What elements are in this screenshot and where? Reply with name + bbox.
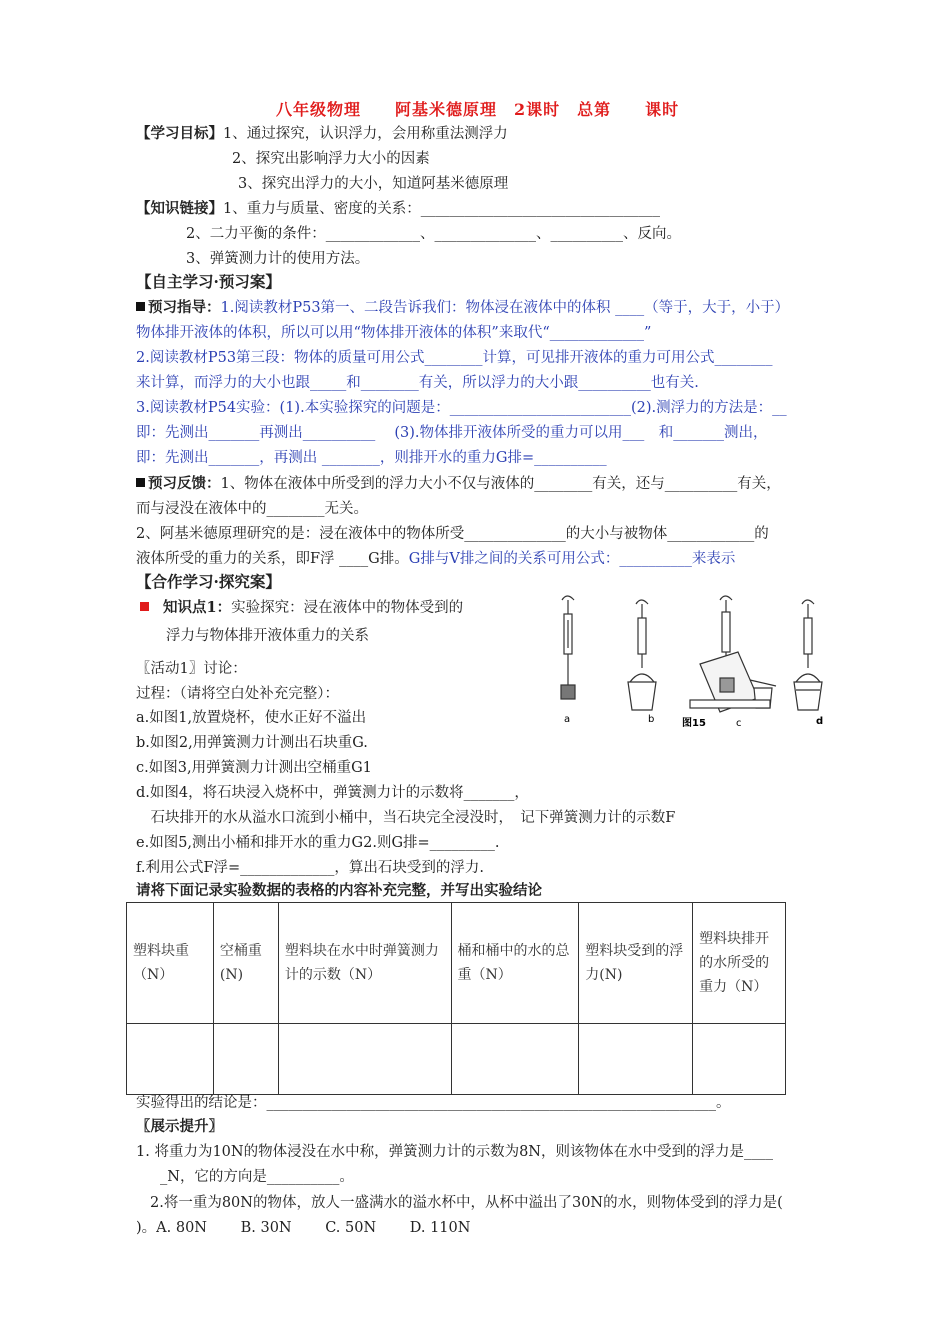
data-table [126, 902, 786, 1095]
figure-c-overflow-setup [690, 596, 776, 712]
table-row [127, 1024, 786, 1095]
knowledge-point-line-1: 知识点1：实验探究：浸在液体中的物体受到的 [140, 598, 463, 618]
table-cell-empty[interactable] [278, 1024, 451, 1095]
guide-line-3: 2.阅读教材P53第三段：物体的质量可用公式________计算，可见排开液体的重力可用公式________ [136, 350, 773, 366]
feedback-line-1: 预习反馈：1、物体在液体中所受到的浮力大小不仅与液体的________有关，还与__________有关， [136, 474, 781, 494]
objectives-line-1: 【学习目标】1、通过探究，认识浮力，会用称重法测浮力 [136, 125, 508, 142]
knowledge-line-2: 2、二力平衡的条件：_____________、______________、__________、反向。 [186, 226, 681, 242]
step-d: d.如图4，将石块浸入烧杯中，弹簧测力计的示数将_______， [136, 785, 529, 801]
self-study-heading: 【自主学习·预习案】 [136, 272, 281, 291]
table-instruction: 请将下面记录实验数据的表格的内容补充完整，并写出实验结论 [136, 882, 542, 899]
figure-b-spring-scale [628, 600, 656, 710]
guide-line-1: 预习指导：1.阅读教材P53第一、二段告诉我们：物体浸在液体中的体积 ____（等于，大于，小于） [136, 298, 789, 318]
conclusion-line: 实验得出的结论是：______________________________________________________________。 [136, 1095, 731, 1111]
guide-line-2: 物体排开液体的体积，所以可以用“物体排开液体的体积”来取代“_____________” [136, 325, 652, 341]
figure-label-a: a [564, 714, 571, 725]
objectives-label: 【学习目标】 [136, 125, 223, 142]
table-header-cell: 桶和桶中的水的总重（N） [451, 903, 579, 1024]
table-cell-empty[interactable] [579, 1024, 693, 1095]
knowledge-line-1: 【知识链接】1、重力与质量、密度的关系：_________________________________ [136, 200, 660, 217]
show-heading: 〖展示提升〗 [136, 1118, 223, 1135]
table-header-cell: 空桶重(N) [213, 903, 278, 1024]
page-title: 八年级物理 阿基米德原理 2课时 总第 课时 [276, 100, 680, 119]
figure-label-d: d [816, 716, 824, 727]
objectives-line-2: 2、探究出影响浮力大小的因素 [232, 151, 430, 167]
figure-label-c: c [736, 718, 742, 729]
knowledge-point-line-2: 浮力与物体排开液体重力的关系 [166, 628, 369, 644]
figure-a-spring-scale [561, 596, 575, 699]
guide-label: 预习指导： [148, 299, 221, 316]
knowledge-point-label: 知识点1： [163, 599, 232, 616]
guide-line-4: 来计算，而浮力的大小也跟_____和________有关，所以浮力的大小跟__________也有关. [136, 375, 699, 391]
objectives-line-3: 3、探究出浮力的大小，知道阿基米德原理 [238, 176, 509, 192]
question-1-line-1: 1. 将重力为10N的物体浸没在水中称，弹簧测力计的示数为8N，则该物体在水中受到的浮力是____ [136, 1144, 773, 1160]
process-label: 过程：（请将空白处补充完整）： [136, 686, 339, 702]
guide-line-7: 即：先测出_______，再测出 ________，则排开水的重力G排=__________ [136, 450, 607, 466]
figure-caption: 图15 [682, 718, 706, 729]
step-b: b.如图2,用弹簧测力计测出石块重G. [136, 735, 368, 751]
knowledge-line-3: 3、弹簧测力计的使用方法。 [186, 251, 370, 267]
table-header-cell: 塑料块受到的浮力(N) [579, 903, 693, 1024]
guide-line-5: 3.阅读教材P54实验：(1).本实验探究的问题是：_________________________(2).测浮力的方法是：__ [136, 400, 787, 416]
table-header-cell: 塑料块在水中时弹簧测力计的示数（N） [278, 903, 451, 1024]
step-e: e.如图5,测出小桶和排开水的重力G2.则G排=_________. [136, 835, 500, 851]
step-a: a.如图1,放置烧杯，使水正好不溢出 [136, 710, 367, 726]
step-c: c.如图3,用弹簧测力计测出空桶重G1 [136, 760, 372, 776]
table-cell-empty[interactable] [451, 1024, 579, 1095]
activity-label: 〖活动1〗讨论： [136, 661, 247, 677]
table-cell-empty[interactable] [127, 1024, 214, 1095]
figure-d-spring-scale [794, 600, 822, 710]
question-2-line-1: 2.将一重为80N的物体，放人一盛满水的溢水杯中，从杯中溢出了30N的水，则物体受到的浮力是( [150, 1195, 783, 1211]
knowledge-label: 【知识链接】 [136, 200, 223, 217]
red-square-icon [140, 602, 149, 611]
archimedes-line-1: 2、阿基米德原理研究的是：浸在液体中的物体所受______________的大小与被物体____________的 [136, 526, 769, 542]
cooperative-heading: 【合作学习·探究案】 [136, 572, 281, 591]
archimedes-line-2: 液体所受的重力的关系，即F浮 ____G排。G排与V排之间的关系可用公式：__________来表示 [136, 551, 736, 567]
feedback-label: 预习反馈： [148, 475, 221, 492]
table-header-cell: 塑料块重（N） [127, 903, 214, 1024]
question-1-line-2: _N，它的方向是__________。 [160, 1169, 354, 1185]
feedback-line-2: 而与浸没在液体中的________无关。 [136, 501, 368, 517]
bullet-square-icon [136, 478, 145, 487]
table-header-row [127, 903, 786, 1024]
bullet-square-icon [136, 302, 145, 311]
step-f: f.利用公式F浮=_____________，算出石块受到的浮力. [136, 860, 485, 876]
question-2-line-2: )。A. 80N B. 30N C. 50N D. 110N [136, 1220, 471, 1236]
step-d-continued: 石块排开的水从溢水口流到小桶中，当石块完全浸没时， 记下弹簧测力计的示数F [136, 810, 676, 826]
experiment-figure [540, 590, 840, 740]
table-cell-empty[interactable] [693, 1024, 786, 1095]
guide-line-6: 即：先测出_______再测出__________ (3).物体排开液体所受的重力可以用___ 和_______测出， [136, 425, 768, 441]
table-cell-empty[interactable] [213, 1024, 278, 1095]
figure-label-b: b [648, 714, 655, 725]
table-header-cell: 塑料块排开的水所受的重力（N） [693, 903, 786, 1024]
